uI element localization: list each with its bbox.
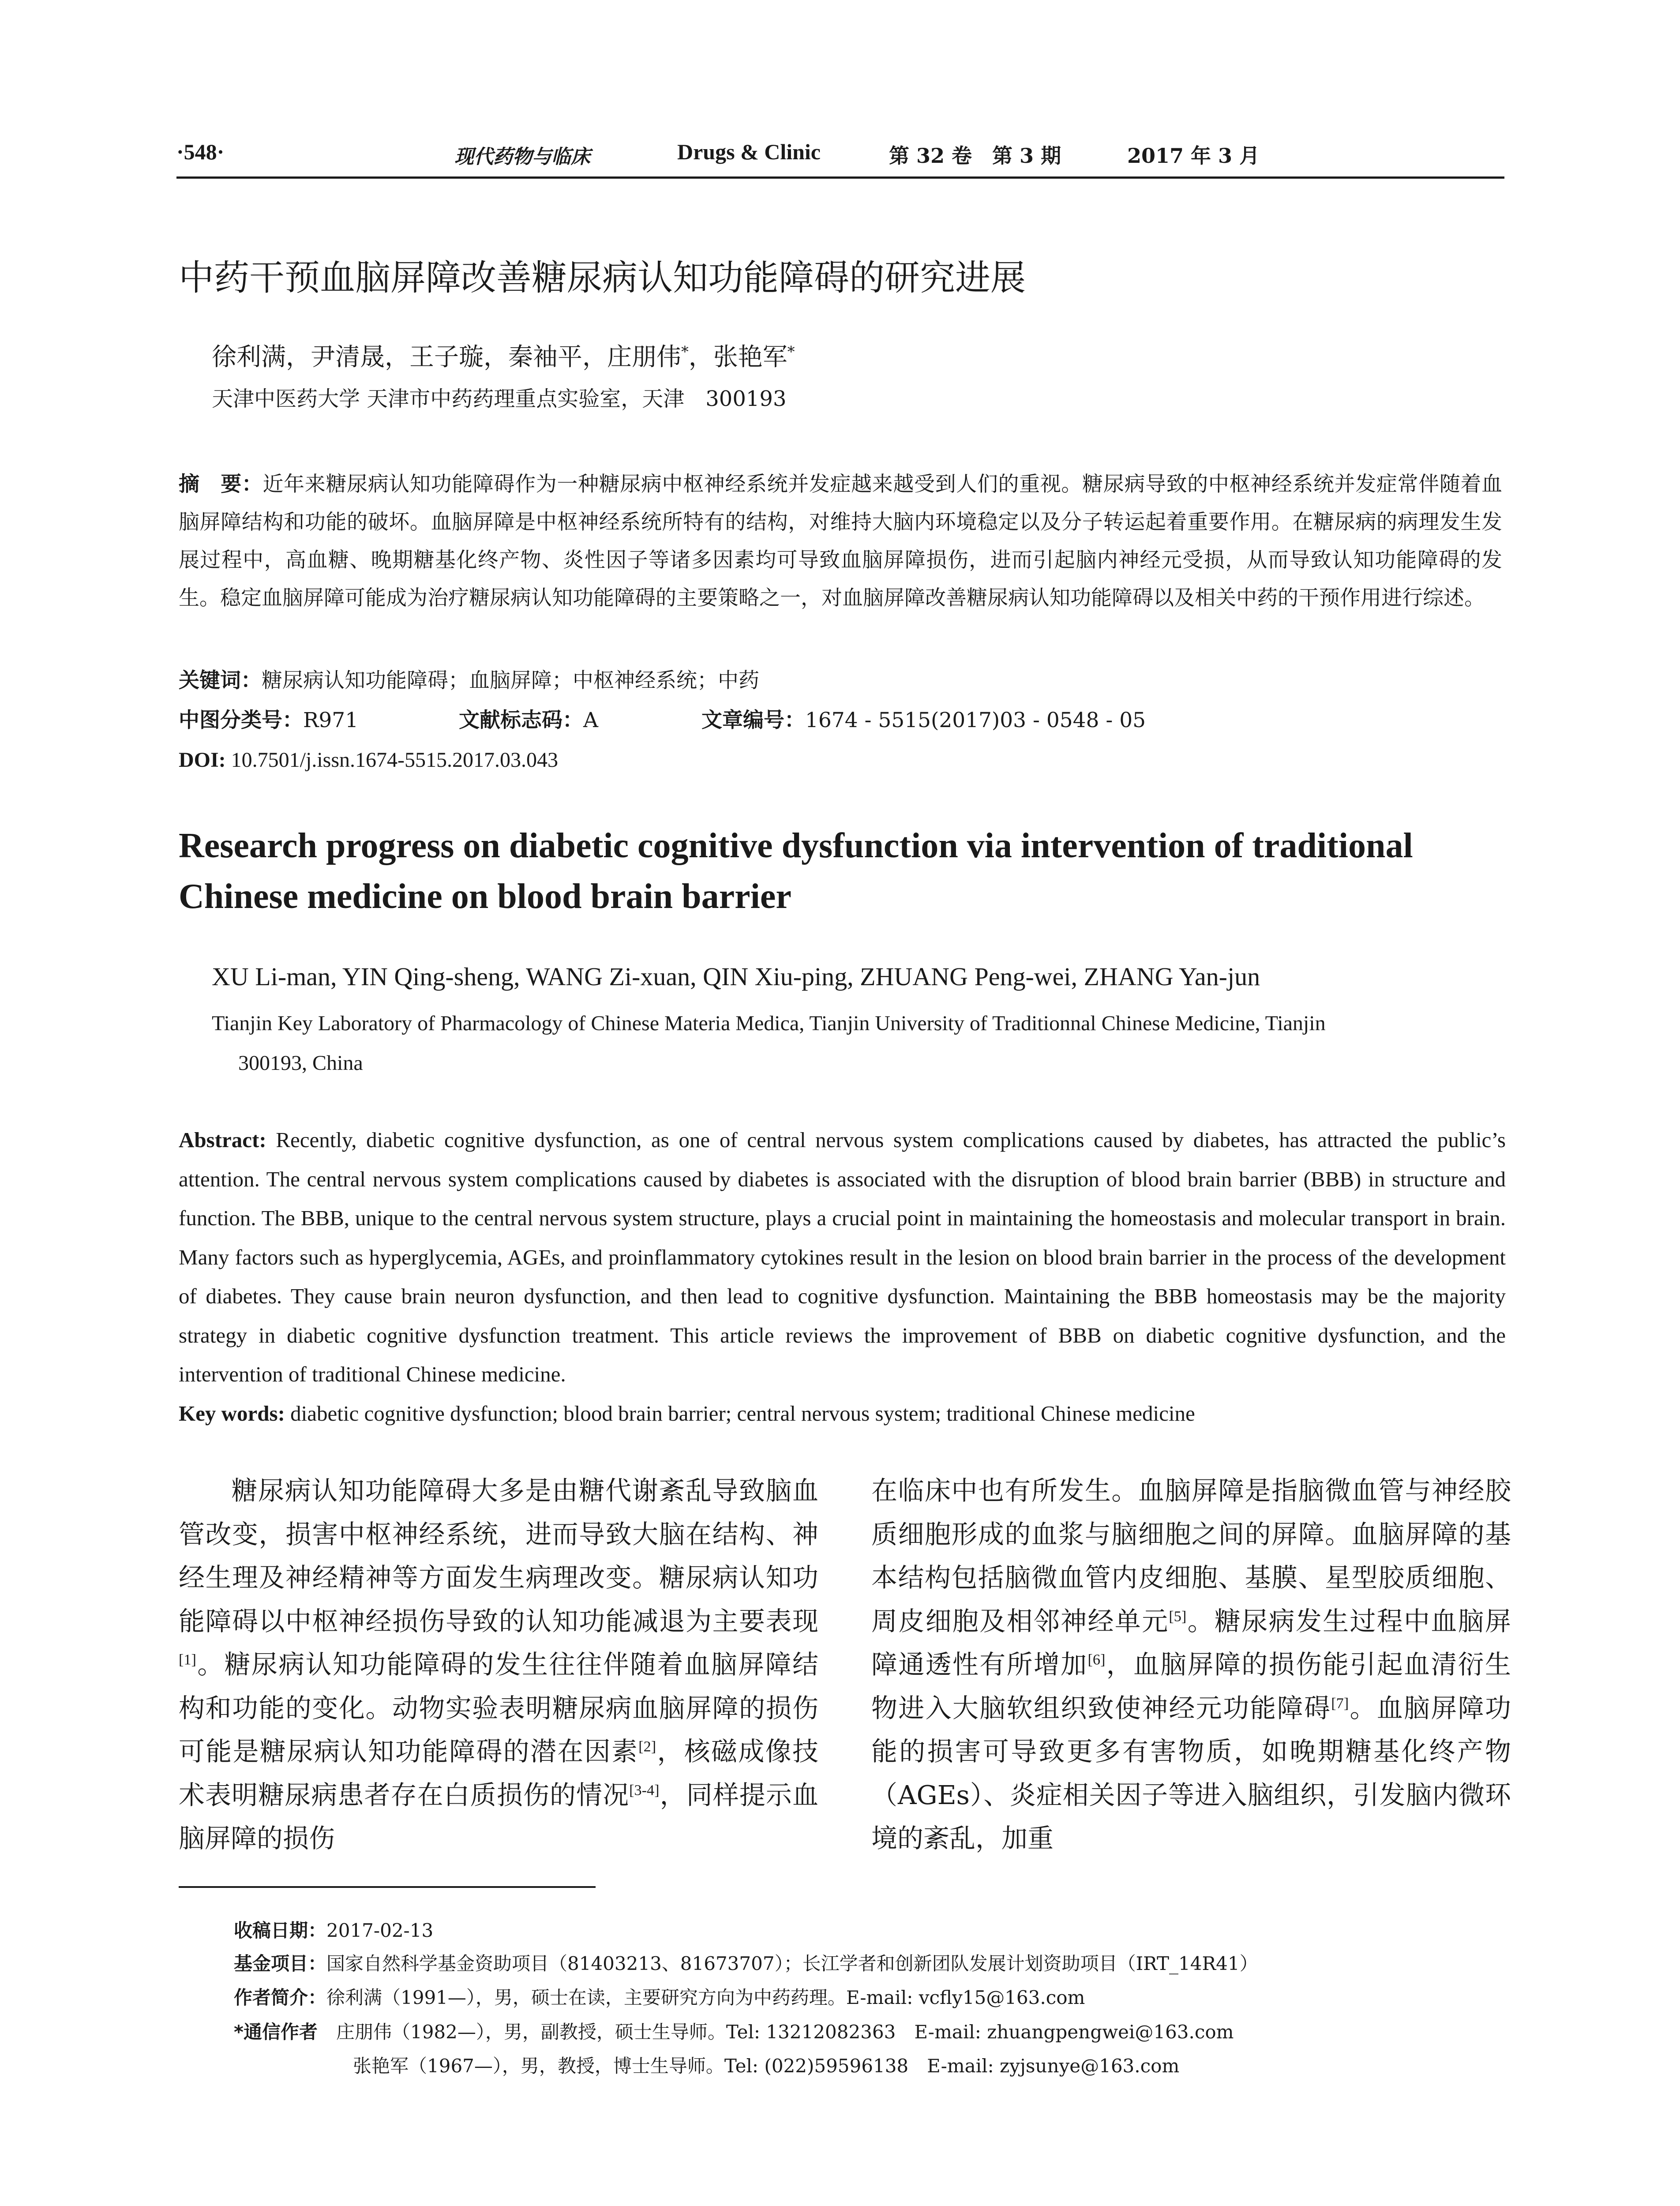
authors-cn xyxy=(212,338,795,373)
page-number: ·548· xyxy=(176,139,225,164)
authors-en: XU Li-man, YIN Qing-sheng, WANG Zi-xuan, QIN Xiu-ping, ZHUANG Peng-wei, ZHANG Yan-jun xyxy=(212,962,1260,991)
footnote-label: 收稿日期： xyxy=(234,1920,327,1941)
citation[interactable]: [6] xyxy=(1088,1651,1106,1668)
clc-value: R971 xyxy=(303,708,359,732)
keywords-en-text: diabetic cognitive dysfunction; blood brain barrier; central nervous system; traditional Chinese medicine xyxy=(285,1401,1195,1426)
citation[interactable]: [1] xyxy=(179,1651,196,1668)
document-code xyxy=(459,702,598,739)
body-text: ，核磁成像技术表明糖尿病患者存在白质损伤的情况 xyxy=(179,1736,818,1810)
affiliation-en-line2: 300193, China xyxy=(238,1051,363,1075)
footnote-label: *通信作者 xyxy=(234,2021,318,2043)
body-text: 糖尿病认知功能障碍大多是由糖代谢紊乱导致脑血管改变，损害中枢神经系统，进而导致大脑在结构、神经生理及神经精神等方面发生病理改变。糖尿病认知功能障碍以中枢神经损伤导致的认知功能减退为主要表现 xyxy=(179,1475,818,1636)
volume-issue: 第 32 卷 第 3 期 xyxy=(889,144,1061,168)
affiliation-en xyxy=(212,1004,1518,1083)
body-text: ，同样提示血脑屏障的损伤 xyxy=(179,1779,818,1853)
doi-label: DOI: xyxy=(179,748,226,772)
footnote-label: 作者简介： xyxy=(234,1987,327,2008)
clc-number xyxy=(179,702,358,739)
authors-cn-main: 徐利满，尹清晟，王子璇，秦袖平，庄朋伟 xyxy=(212,343,681,371)
keywords-en xyxy=(179,1394,1195,1433)
body-text: ，血脑屏障的损伤能引起血清衍生物进入大脑软组织致使神经元功能障碍 xyxy=(871,1649,1511,1723)
footnote-label: 基金项目： xyxy=(234,1953,327,1974)
body-column-right xyxy=(871,1469,1511,1861)
running-header xyxy=(176,139,1504,170)
affiliation-cn: 天津中医药大学 天津市中药药理重点实验室，天津 300193 xyxy=(212,386,787,411)
footnote-text: 徐利满（1991—），男，硕士在读，主要研究方向为中药药理。E-mail: vcfly15@163.com xyxy=(326,1987,1085,2008)
footnote-text: 庄朋伟（1982—），男，副教授，硕士生导师。Tel: 13212082363 E-mail: zhuangpengwei@163.com xyxy=(317,2021,1234,2043)
title-cn: 中药干预血脑屏障改善糖尿病认知功能障碍的研究进展 xyxy=(179,257,1026,298)
issue-date: 2017 年 3 月 xyxy=(1127,144,1260,168)
keywords-cn-label: 关键词： xyxy=(179,668,262,693)
journal-name-en: Drugs & Clinic xyxy=(677,139,821,164)
keywords-en-label: Key words: xyxy=(179,1401,285,1426)
abstract-en-text: Recently, diabetic cognitive dysfunction, as one of central nervous system complications caused by diabetes, has attracted the public’s attention. The central nervous system complications caused by diabetes is associated with the disruption of blood brain barrier (BBB) in structure and function. The BBB, unique to the central nervous system structure, plays a crucial point in maintaining the homeostasis and molecular transport in brain. Many factors such as hyperglycemia, AGEs, and proinflammatory cytokines result in the lesion on blood brain barrier in the process of the development of diabetes. They cause brain neuron dysfunction, and then lead to cognitive dysfunction. Maintaining the BBB homeostasis may be the majority strategy in diabetic cognitive dysfunction treatment. This article reviews the improvement of BBB on diabetic cognitive dysfunction, and the intervention of traditional Chinese medicine. xyxy=(179,1128,1506,1386)
authors-cn-last: 张艳军 xyxy=(713,343,788,371)
clc-label: 中图分类号： xyxy=(179,708,303,732)
article-number-value: 1674 - 5515(2017)03 - 0548 - 05 xyxy=(805,708,1146,732)
footnote-text: 国家自然科学基金资助项目（81403213、81673707）；长江学者和创新团队发展计划资助项目（IRT_14R41） xyxy=(326,1953,1258,1974)
article-number xyxy=(701,702,1146,739)
corresponding-mark: * xyxy=(787,343,795,360)
title-en: Research progress on diabetic cognitive dysfunction via intervention of traditional Chinese medicine on blood brain barrier xyxy=(179,826,1413,916)
footnote-author xyxy=(234,1984,1504,2011)
classification-row xyxy=(179,702,1502,739)
body-text: 。血脑屏障功能的损害可导致更多有害物质，如晚期糖基化终产物（AGEs）、炎症相关因子等进入脑组织，引发脑内微环境的紊乱，加重 xyxy=(871,1692,1511,1853)
abstract-cn-text: 近年来糖尿病认知功能障碍作为一种糖尿病中枢神经系统并发症越来越受到人们的重视。糖尿病导致的中枢神经系统并发症常伴随着血脑屏障结构和功能的破坏。血脑屏障是中枢神经系统所特有的结构，对维持大脑内环境稳定以及分子转运起着重要作用。在糖尿病的病理发生发展过程中，高血糖、晚期糖基化终产物、炎性因子等诸多因素均可导致血脑屏障损伤，进而引起脑内神经元受损，从而导致认知功能障碍的发生。稳定血脑屏障可能成为治疗糖尿病认知功能障碍的主要策略之一，对血脑屏障改善糖尿病认知功能障碍以及相关中药的干预作用进行综述。 xyxy=(179,472,1503,610)
footnote-fund xyxy=(234,1950,1504,1977)
journal-name-cn: 现代药物与临床 xyxy=(454,146,590,168)
abstract-cn xyxy=(179,465,1502,617)
article-number-label: 文章编号： xyxy=(701,708,805,732)
affiliation-en-line1: Tianjin Key Laboratory of Pharmacology of Chinese Materia Medica, Tianjin University of Traditionnal Chinese Medicine, Tianjin xyxy=(212,1012,1326,1035)
corresponding-mark: * xyxy=(681,343,689,360)
header-rule xyxy=(176,176,1504,179)
footnote-text: 2017-02-13 xyxy=(326,1920,434,1941)
doi-link[interactable]: 10.7501/j.issn.1674-5515.2017.03.043 xyxy=(225,748,559,772)
document-code-label: 文献标志码： xyxy=(459,708,583,732)
abstract-en xyxy=(179,1121,1506,1394)
body-text: 。糖尿病认知功能障碍的发生往往伴随着血脑屏障结构和功能的变化。动物实验表明糖尿病血脑屏障的损伤可能是糖尿病认知功能障碍的潜在因素 xyxy=(179,1649,818,1767)
keywords-cn xyxy=(179,662,1502,700)
citation[interactable]: [2] xyxy=(638,1738,656,1755)
body-text: 。糖尿病发生过程中血脑屏障通透性有所增加 xyxy=(871,1606,1511,1680)
footnote-rule xyxy=(179,1886,596,1888)
body-column-left xyxy=(179,1469,818,1861)
body-text: 在临床中也有所发生。血脑屏障是指脑微血管与神经胶质细胞形成的血浆与脑细胞之间的屏障。血脑屏障的基本结构包括脑微血管内皮细胞、基膜、星型胶质细胞、周皮细胞及相邻神经单元 xyxy=(871,1475,1511,1636)
doi xyxy=(179,741,558,779)
abstract-en-label: Abstract: xyxy=(179,1128,266,1152)
keywords-cn-text: 糖尿病认知功能障碍；血脑屏障；中枢神经系统；中药 xyxy=(262,668,759,693)
citation[interactable]: [5] xyxy=(1169,1608,1187,1624)
footnote-corresponding-2: 张艳军（1967—），男，教授，博士生导师。Tel: (022)59596138 E-mail: zyjsunye@163.com xyxy=(353,2055,1180,2077)
footnote-corresponding xyxy=(234,2018,1504,2046)
abstract-cn-label: 摘 要： xyxy=(179,472,263,496)
footnote-received xyxy=(234,1917,1504,1944)
document-code-value: A xyxy=(583,708,598,732)
citation[interactable]: [3-4] xyxy=(629,1782,660,1798)
authors-cn-separator: ， xyxy=(688,343,713,371)
citation[interactable]: [7] xyxy=(1331,1695,1349,1711)
